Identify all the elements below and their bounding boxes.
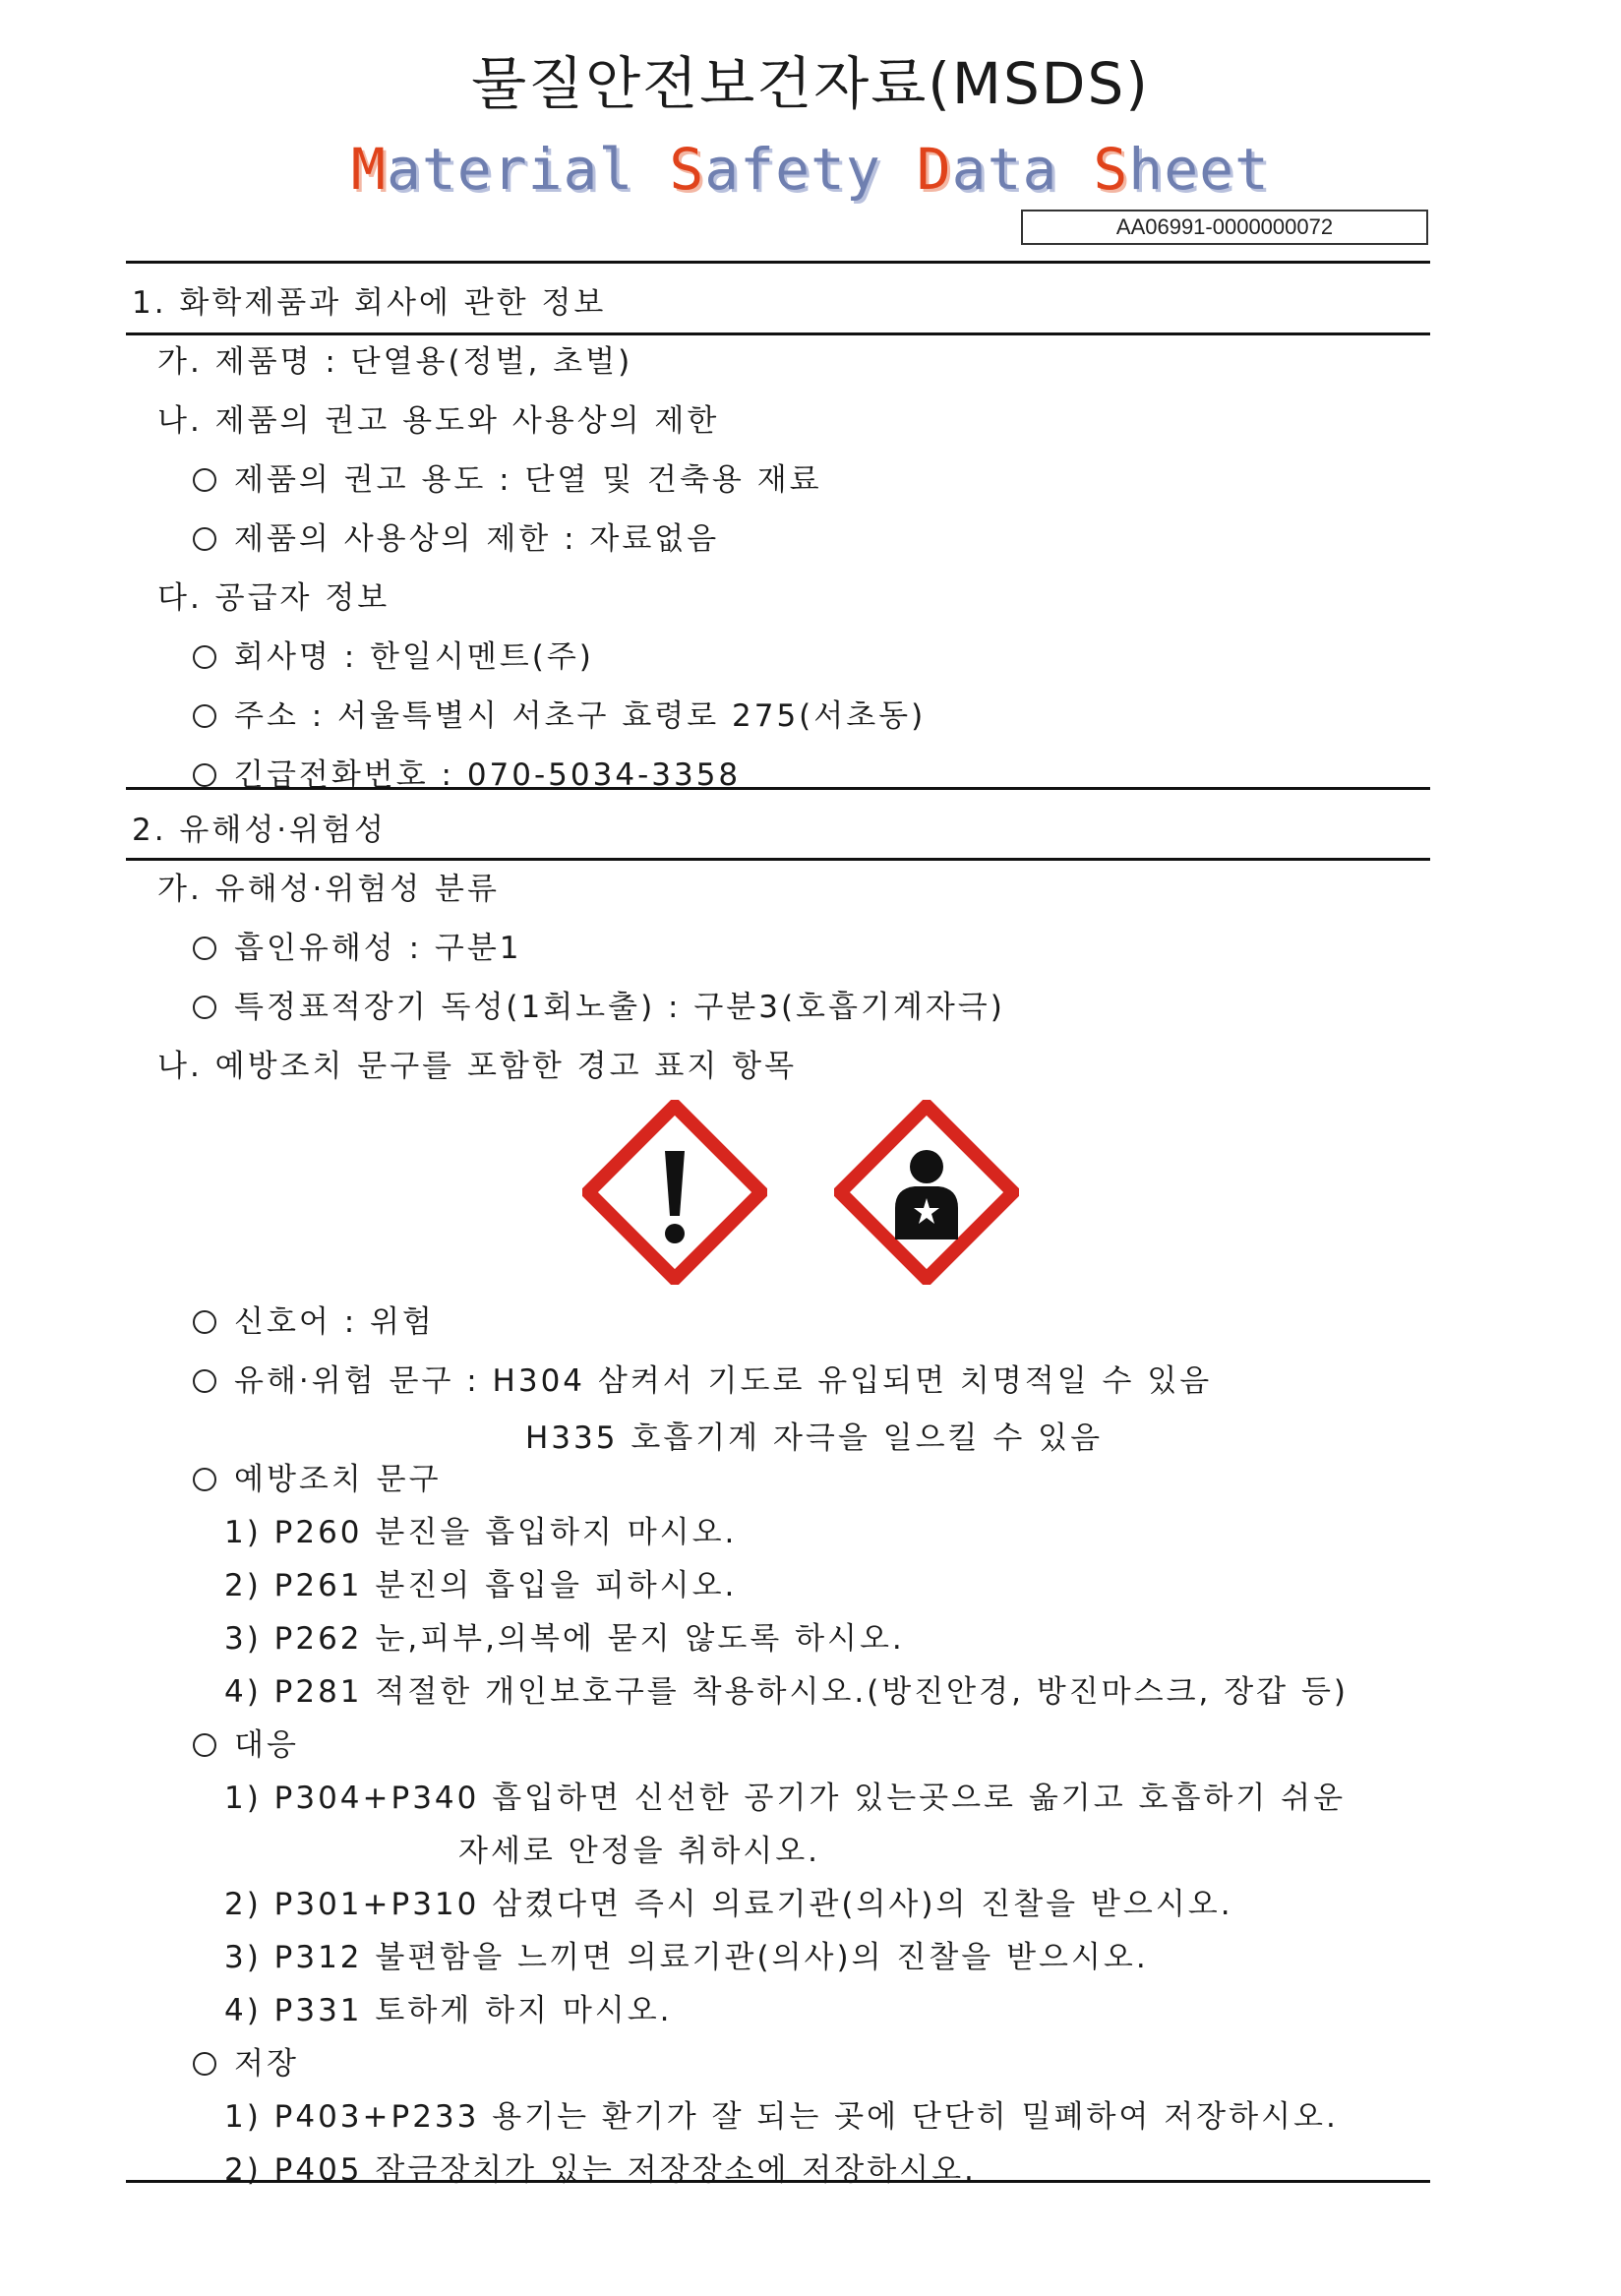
rule-bottom	[126, 2180, 1430, 2183]
recommended-use-item	[193, 454, 822, 499]
stot-item	[193, 982, 1005, 1026]
company-name-item	[193, 632, 594, 676]
subtitle-cap-s: S	[669, 136, 705, 203]
prevention-p262: 3) P262 눈,피부,의복에 묻지 않도록 하시오.	[224, 1621, 905, 1657]
aspiration-hazard-text: 흡인유해성 : 구분1	[234, 931, 522, 966]
company-name-text: 회사명 : 한일시멘트(주)	[234, 639, 594, 675]
label-elements-heading: 나. 예방조치 문구를 포함한 경고 표지 항목	[157, 1049, 798, 1084]
rule-section2	[126, 858, 1430, 861]
stot-text: 특정표적장기 독성(1회노출) : 구분3(호흡기계자극)	[234, 990, 1005, 1025]
use-restriction-text: 제품의 사용상의 제한 : 자료없음	[234, 521, 720, 557]
document-title: 물질안전보건자료(MSDS)	[471, 50, 1150, 117]
subtitle-rest-m: aterial	[386, 136, 670, 203]
storage-heading-item	[193, 2038, 299, 2083]
subtitle-rest-s: afety	[704, 136, 917, 203]
prevention-p261: 2) P261 분진의 흡입을 피하시오.	[224, 1568, 738, 1603]
exclamation-mark-icon	[582, 1100, 767, 1285]
supplier-heading: 다. 공급자 정보	[157, 580, 390, 616]
address-item	[193, 691, 926, 735]
health-hazard-icon	[834, 1100, 1019, 1285]
storage-p405: 2) P405 잠금장치가 있는 저장장소에 저장하시오.	[224, 2152, 977, 2188]
bullet-circle	[193, 937, 216, 960]
bullet-circle	[193, 468, 216, 492]
bullet-circle	[193, 2052, 216, 2076]
prevention-heading-item	[193, 1454, 442, 1498]
subtitle-cap-d: D	[916, 136, 952, 203]
bullet-circle	[193, 1310, 216, 1334]
address-text: 주소 : 서울특별시 서초구 효령로 275(서초동)	[234, 698, 927, 734]
response-heading-item	[193, 1720, 299, 1764]
signal-word-text: 신호어 : 위험	[234, 1304, 435, 1340]
use-restriction-item	[193, 514, 719, 558]
section1-heading: 1. 화학제품과 회사에 관한 정보	[132, 285, 607, 321]
bullet-circle	[193, 1369, 216, 1393]
subtitle-rest-d: ata	[951, 136, 1094, 203]
response-p331: 4) P331 토하게 하지 마시오.	[224, 1993, 673, 2028]
rule-top	[126, 261, 1430, 264]
document-code-box: AA06991-0000000072	[1021, 210, 1428, 245]
bullet-circle	[193, 1733, 216, 1757]
prevention-heading-text: 예방조치 문구	[234, 1462, 442, 1497]
prevention-p260: 1) P260 분진을 흡입하지 마시오.	[224, 1515, 738, 1550]
hazard-statement-text: 유해·위험 문구 : H304 삼켜서 기도로 유입되면 치명적일 수 있음	[234, 1363, 1213, 1399]
recommended-use-heading: 나. 제품의 권고 용도와 사용상의 제한	[157, 403, 720, 439]
bullet-circle	[193, 704, 216, 728]
bullet-circle	[193, 1468, 216, 1491]
response-p301-p310: 2) P301+P310 삼켰다면 즉시 의료기관(의사)의 진찰을 받으시오.	[224, 1887, 1233, 1922]
subtitle-cap-s2: S	[1093, 136, 1129, 203]
response-p304-p340-cont: 자세로 안정을 취하시오.	[458, 1834, 821, 1869]
bullet-circle	[193, 527, 216, 551]
prevention-p281: 4) P281 적절한 개인보호구를 착용하시오.(방진안경, 방진마스크, 장갑 등)	[224, 1674, 1350, 1710]
document-subtitle	[0, 136, 1621, 203]
subtitle-rest-s2: heet	[1128, 136, 1270, 203]
subtitle-cap-m: M	[351, 136, 387, 203]
section2-heading: 2. 유해성·위험성	[132, 813, 387, 848]
hazard-statement-h335: H335 호흡기계 자극을 일으킬 수 있음	[525, 1420, 1104, 1456]
emergency-phone-text: 긴급전화번호 : 070-5034-3358	[234, 757, 742, 793]
hazard-statement-item	[193, 1356, 1212, 1400]
recommended-use-text: 제품의 권고 용도 : 단열 및 건축용 재료	[234, 462, 822, 498]
product-name: 가. 제품명 : 단열용(정벌, 초벌)	[157, 344, 633, 380]
hazard-classification-heading: 가. 유해성·위험성 분류	[157, 872, 500, 907]
rule-section1	[126, 332, 1430, 335]
response-heading-text: 대응	[234, 1727, 299, 1763]
storage-p403-p233: 1) P403+P233 용기는 환기가 잘 되는 곳에 단단히 밀폐하여 저장하시오.	[224, 2099, 1339, 2135]
response-p304-p340: 1) P304+P340 흡입하면 신선한 공기가 있는곳으로 옮기고 호흡하기 쉬운	[224, 1781, 1347, 1816]
rule-section2-top	[126, 787, 1430, 790]
aspiration-hazard-item	[193, 923, 522, 967]
signal-word-item	[193, 1297, 435, 1341]
storage-heading-text: 저장	[234, 2046, 299, 2082]
response-p312: 3) P312 불편함을 느끼면 의료기관(의사)의 진찰을 받으시오.	[224, 1940, 1149, 1975]
bullet-circle	[193, 763, 216, 787]
bullet-circle	[193, 996, 216, 1019]
bullet-circle	[193, 645, 216, 669]
